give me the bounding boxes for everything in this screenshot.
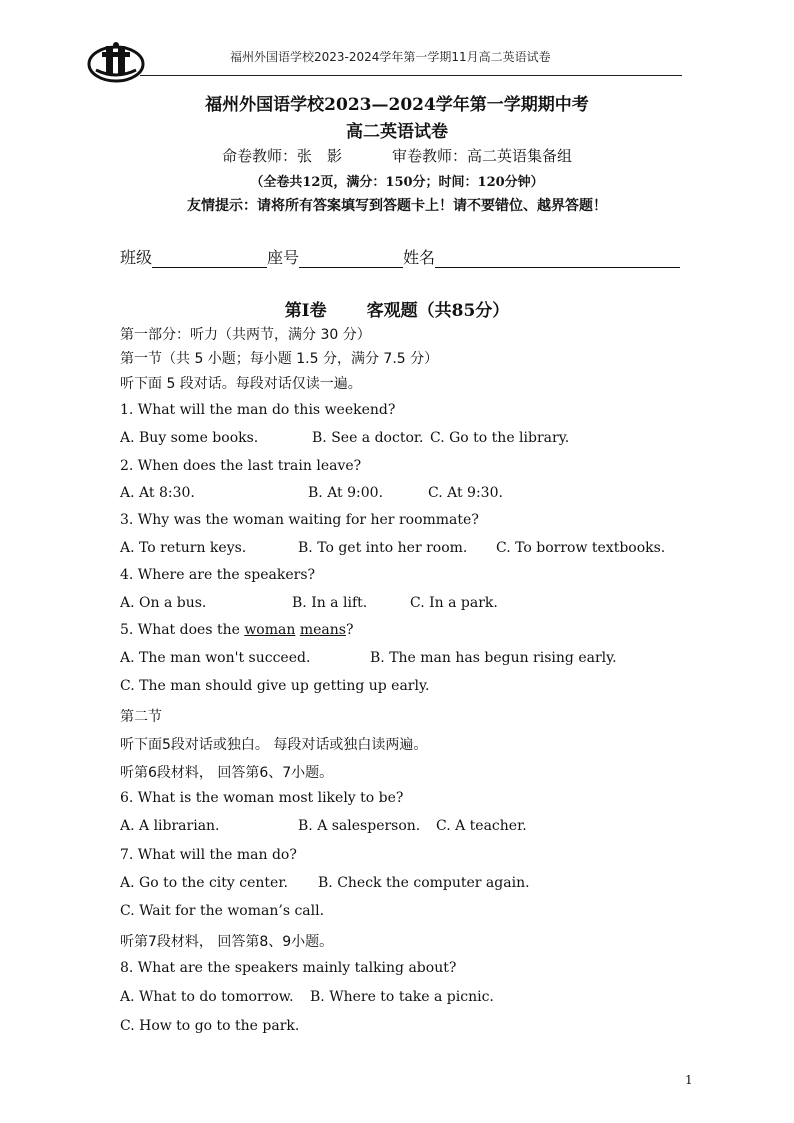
question-5-stem-end: ? xyxy=(345,622,354,638)
section1-heading: 第一节（共 5 小题；每小题 1.5 分，满分 7.5 分） xyxy=(120,351,439,367)
name-label: 姓名 xyxy=(403,248,436,267)
question-3-stem: 3. Why was the woman waiting for her roommate? xyxy=(120,512,479,528)
question-4-option-c: C. In a park. xyxy=(410,595,498,611)
question-6-option-c: C. A teacher. xyxy=(436,818,527,834)
question-1-option-c: C. Go to the library. xyxy=(430,430,570,446)
class-label: 班级 xyxy=(120,248,153,267)
question-3-option-c: C. To borrow textbooks. xyxy=(496,540,666,556)
exam-subtitle: 高二英语试卷 xyxy=(346,122,448,142)
seat-label: 座号 xyxy=(267,248,300,267)
volume-title: 客观题（共85分） xyxy=(366,301,510,321)
question-2-option-b: B. At 9:00. xyxy=(308,485,384,501)
exam-tip: 友情提示：请将所有答案填写到答题卡上！请不要错位、越界答题！ xyxy=(187,198,607,214)
page-number: 1 xyxy=(685,1073,693,1087)
question-2-stem: 2. When does the last train leave? xyxy=(120,458,362,474)
question-1-stem: 1. What will the man do this weekend? xyxy=(120,402,396,418)
question-6-option-b: B. A salesperson. xyxy=(298,818,421,834)
exam-note: （全卷共12页，满分：150分；时间：120分钟） xyxy=(250,175,544,190)
seat-field[interactable] xyxy=(299,249,403,268)
question-8-option-a: A. What to do tomorrow. xyxy=(120,989,294,1005)
question-6-option-a: A. A librarian. xyxy=(120,818,220,834)
part1-heading: 第一部分：听力（共两节，满分 30 分） xyxy=(120,327,371,343)
question-7-option-a: A. Go to the city center. xyxy=(120,875,288,891)
question-8-stem: 8. What are the speakers mainly talking about? xyxy=(120,960,457,976)
material-6-instruction: 听第6段材料， 回答第6、7小题。 xyxy=(120,765,334,781)
question-1-option-a: A. Buy some books. xyxy=(120,430,259,446)
question-4-option-a: A. On a bus. xyxy=(120,595,207,611)
question-5-underlined-word: means xyxy=(299,622,346,638)
volume-heading xyxy=(0,296,794,321)
teachers-line xyxy=(0,145,794,166)
school-logo xyxy=(86,40,146,84)
volume-label: 第Ⅰ卷 xyxy=(284,301,327,321)
section2-heading: 第二节 xyxy=(120,709,162,725)
question-4-stem: 4. Where are the speakers? xyxy=(120,567,316,583)
material-7-instruction: 听第7段材料， 回答第8、9小题。 xyxy=(120,934,334,950)
author-label: 命卷教师：张 影 xyxy=(221,147,342,165)
section2-instruction: 听下面5段对话或独白。 每段对话或独白读两遍。 xyxy=(120,737,428,753)
question-2-option-a: A. At 8:30. xyxy=(120,485,195,501)
question-7-option-b: B. Check the computer again. xyxy=(318,875,530,891)
question-6-stem: 6. What is the woman most likely to be? xyxy=(120,790,404,806)
section1-instruction: 听下面 5 段对话。每段对话仅读一遍。 xyxy=(120,376,362,392)
student-info-row xyxy=(120,245,680,268)
running-header: 福州外国语学校2023-2024学年第一学期11月高二英语试卷 xyxy=(230,50,551,64)
question-3-option-b: B. To get into her room. xyxy=(298,540,468,556)
name-field[interactable] xyxy=(435,249,680,268)
question-5-option-b: B. The man has begun rising early. xyxy=(370,650,617,666)
question-4-option-b: B. In a lift. xyxy=(292,595,368,611)
question-7-option-c: C. Wait for the woman’s call. xyxy=(120,903,325,919)
class-field[interactable] xyxy=(152,249,267,268)
question-5-underlined-word: woman xyxy=(244,622,296,638)
question-5-option-c: C. The man should give up getting up early. xyxy=(120,678,430,694)
header-divider xyxy=(140,75,682,76)
reviewer-label: 审卷教师：高二英语集备组 xyxy=(392,147,573,165)
question-5-option-a: A. The man won't succeed. xyxy=(120,650,311,666)
question-7-stem: 7. What will the man do? xyxy=(120,847,297,863)
question-5-stem xyxy=(120,622,353,638)
exam-title: 福州外国语学校2023—2024学年第一学期期中考 xyxy=(205,95,589,115)
question-5-stem-start: 5. What does the xyxy=(120,622,245,638)
question-8-option-b: B. Where to take a picnic. xyxy=(310,989,494,1005)
question-2-option-c: C. At 9:30. xyxy=(428,485,503,501)
question-8-option-c: C. How to go to the park. xyxy=(120,1018,300,1034)
question-1-option-b: B. See a doctor. xyxy=(312,430,424,446)
question-3-option-a: A. To return keys. xyxy=(120,540,247,556)
